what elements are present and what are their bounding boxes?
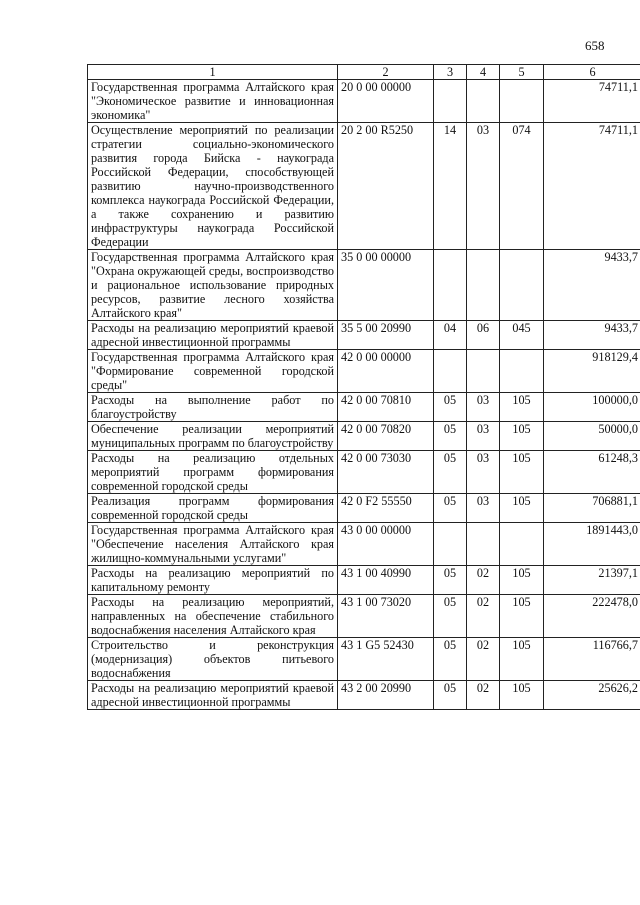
cell-amount: 1891443,0 (544, 523, 640, 566)
cell-amount: 100000,0 (544, 393, 640, 422)
cell-name: Государственная программа Алтайского края "Охрана окружающей среды, воспроизводство и рациональное использование природных ресурсов, развитие лесного хозяйства Алтайского края" (88, 250, 338, 321)
budget-table (87, 64, 640, 710)
table-row (88, 422, 640, 451)
cell-name: Государственная программа Алтайского края "Экономическое развитие и инновационная экономика" (88, 80, 338, 123)
cell-name: Реализация программ формирования современной городской среды (88, 494, 338, 523)
table-row (88, 681, 640, 710)
cell-c5: 105 (500, 422, 544, 451)
cell-amount: 222478,0 (544, 595, 640, 638)
table-row (88, 494, 640, 523)
cell-c3: 05 (434, 566, 467, 595)
column-header: 6 (544, 65, 640, 80)
cell-c3: 05 (434, 393, 467, 422)
cell-code: 42 0 F2 55550 (338, 494, 434, 523)
cell-c4: 02 (467, 566, 500, 595)
cell-amount: 50000,0 (544, 422, 640, 451)
table-row (88, 321, 640, 350)
cell-name: Расходы на реализацию мероприятий краевой адресной инвестиционной программы (88, 681, 338, 710)
cell-c5 (500, 250, 544, 321)
table-row (88, 523, 640, 566)
cell-code: 42 0 00 70820 (338, 422, 434, 451)
cell-c4 (467, 350, 500, 393)
cell-amount: 21397,1 (544, 566, 640, 595)
cell-c4 (467, 523, 500, 566)
cell-code: 20 2 00 R5250 (338, 123, 434, 250)
table-row (88, 123, 640, 250)
cell-amount: 918129,4 (544, 350, 640, 393)
cell-amount: 61248,3 (544, 451, 640, 494)
cell-c5: 105 (500, 681, 544, 710)
cell-name: Осуществление мероприятий по реализации стратегии социально-экономического развития города Бийска - наукограда Российской Федерации, способствующей развитию научно-производственного комплекса наукограда Российской Федерации, а также сохранению и развитию инфраструктуры наукограда Российской Федерации (88, 123, 338, 250)
cell-c3: 04 (434, 321, 467, 350)
cell-name: Расходы на реализацию отдельных мероприятий программ формирования современной городской среды (88, 451, 338, 494)
cell-c3 (434, 523, 467, 566)
cell-c4: 06 (467, 321, 500, 350)
cell-code: 20 0 00 00000 (338, 80, 434, 123)
column-header: 2 (338, 65, 434, 80)
cell-c4: 03 (467, 451, 500, 494)
cell-c5 (500, 350, 544, 393)
table-row (88, 250, 640, 321)
cell-name: Расходы на выполнение работ по благоустройству (88, 393, 338, 422)
cell-name: Расходы на реализацию мероприятий по капитальному ремонту (88, 566, 338, 595)
cell-c4: 03 (467, 422, 500, 451)
cell-c3: 05 (434, 595, 467, 638)
table-row (88, 451, 640, 494)
cell-amount: 74711,1 (544, 123, 640, 250)
cell-amount: 25626,2 (544, 681, 640, 710)
cell-c4: 03 (467, 123, 500, 250)
table-header-row (88, 65, 640, 80)
cell-c5: 105 (500, 393, 544, 422)
cell-amount: 74711,1 (544, 80, 640, 123)
cell-name: Строительство и реконструкция (модернизация) объектов питьевого водоснабжения (88, 638, 338, 681)
table-body (88, 80, 640, 710)
cell-c4: 03 (467, 393, 500, 422)
table-row (88, 350, 640, 393)
column-header: 5 (500, 65, 544, 80)
cell-code: 43 1 00 73020 (338, 595, 434, 638)
column-header: 4 (467, 65, 500, 80)
cell-code: 43 0 00 00000 (338, 523, 434, 566)
cell-name: Государственная программа Алтайского края "Формирование современной городской среды" (88, 350, 338, 393)
cell-name: Расходы на реализацию мероприятий, направленных на обеспечение стабильного водоснабжения населения Алтайского края (88, 595, 338, 638)
cell-c4 (467, 250, 500, 321)
cell-c3: 05 (434, 494, 467, 523)
cell-c5 (500, 80, 544, 123)
cell-c5: 105 (500, 494, 544, 523)
cell-code: 42 0 00 70810 (338, 393, 434, 422)
column-header: 3 (434, 65, 467, 80)
table-row (88, 595, 640, 638)
table-row (88, 638, 640, 681)
cell-c4: 02 (467, 638, 500, 681)
cell-code: 43 2 00 20990 (338, 681, 434, 710)
cell-c4: 02 (467, 595, 500, 638)
cell-c3: 05 (434, 422, 467, 451)
cell-amount: 116766,7 (544, 638, 640, 681)
cell-c5: 105 (500, 595, 544, 638)
cell-c3: 14 (434, 123, 467, 250)
cell-name: Обеспечение реализации мероприятий муниципальных программ по благоустройству (88, 422, 338, 451)
cell-code: 42 0 00 73030 (338, 451, 434, 494)
cell-name: Расходы на реализацию мероприятий краевой адресной инвестиционной программы (88, 321, 338, 350)
cell-c5: 105 (500, 566, 544, 595)
page-number: 658 (585, 38, 605, 53)
table-row (88, 80, 640, 123)
cell-c5: 105 (500, 638, 544, 681)
cell-c5 (500, 523, 544, 566)
cell-c4: 03 (467, 494, 500, 523)
cell-c3: 05 (434, 451, 467, 494)
cell-amount: 9433,7 (544, 321, 640, 350)
cell-c3: 05 (434, 638, 467, 681)
cell-c3: 05 (434, 681, 467, 710)
cell-c3 (434, 80, 467, 123)
cell-name: Государственная программа Алтайского края "Обеспечение населения Алтайского края жилищно-коммунальными услугами" (88, 523, 338, 566)
cell-amount: 9433,7 (544, 250, 640, 321)
table-row (88, 566, 640, 595)
cell-c5: 045 (500, 321, 544, 350)
cell-code: 43 1 00 40990 (338, 566, 434, 595)
cell-code: 42 0 00 00000 (338, 350, 434, 393)
cell-c4: 02 (467, 681, 500, 710)
cell-amount: 706881,1 (544, 494, 640, 523)
cell-c4 (467, 80, 500, 123)
column-header: 1 (88, 65, 338, 80)
cell-code: 35 0 00 00000 (338, 250, 434, 321)
cell-code: 43 1 G5 52430 (338, 638, 434, 681)
cell-code: 35 5 00 20990 (338, 321, 434, 350)
cell-c5: 074 (500, 123, 544, 250)
cell-c5: 105 (500, 451, 544, 494)
cell-c3 (434, 250, 467, 321)
cell-c3 (434, 350, 467, 393)
table-row (88, 393, 640, 422)
